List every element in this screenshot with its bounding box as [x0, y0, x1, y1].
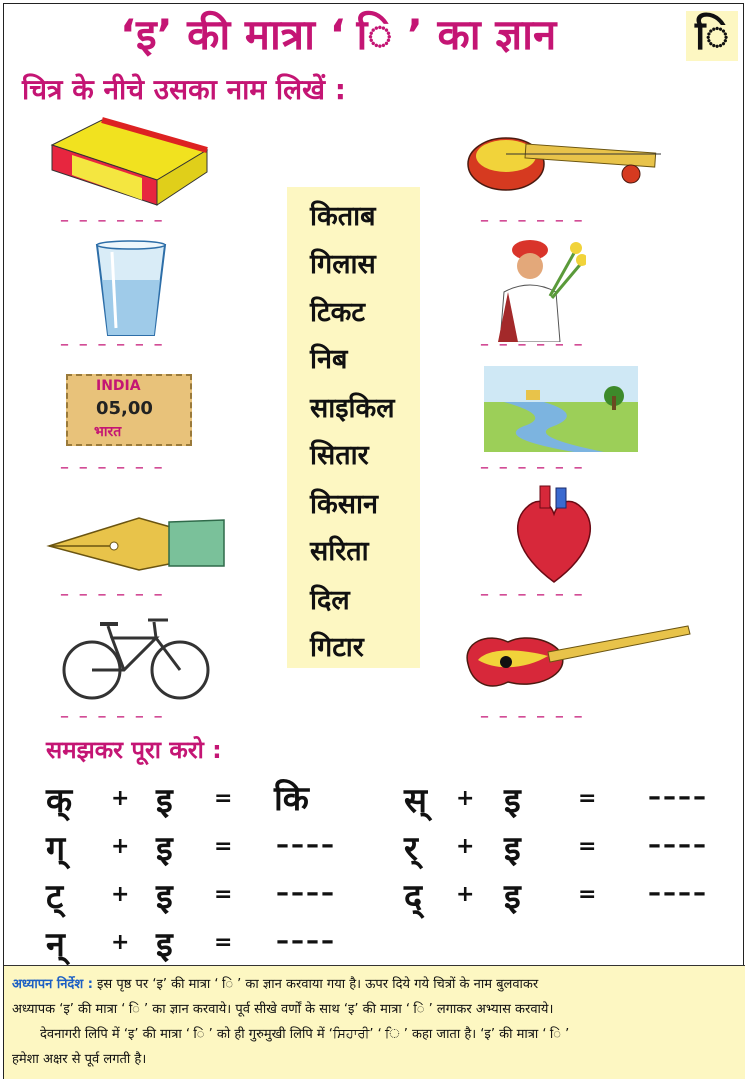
word-bank-item: सरिता	[310, 536, 369, 567]
eq-vowel: इ	[504, 781, 521, 821]
eq-answer-blank[interactable]: ––––	[648, 878, 708, 908]
ticket-value-text: 05,00	[96, 398, 153, 419]
eq-plus: +	[456, 834, 475, 859]
eq-consonant: न्	[46, 925, 65, 965]
pen-nib-icon	[44, 508, 226, 578]
eq-consonant: क्	[46, 781, 73, 821]
answer-blank-sitar[interactable]: – – – – – –	[480, 210, 585, 231]
eq-equals: =	[214, 786, 233, 811]
eq-plus: +	[456, 882, 475, 907]
answer-blank-heart[interactable]: – – – – – –	[480, 584, 585, 605]
word-bank-item: गिटार	[310, 632, 364, 663]
eq-answer-blank[interactable]: ––––	[648, 830, 708, 860]
eq-equals: =	[214, 834, 233, 859]
word-bank-item: गिलास	[310, 249, 376, 280]
answer-blank-guitar[interactable]: – – – – – –	[480, 706, 585, 727]
answer-blank-nib[interactable]: – – – – – –	[60, 584, 165, 605]
guitar-icon	[458, 612, 694, 698]
teacher-note-line: देवनागरी लिपि में ‘इ’ की मात्रा ‘ ि ’ को ही गुरुमुखी लिपि में ‘ਸਿਹਾਰੀ’ ‘ ਿ ’ कहा जाता है। ‘इ’ की मात्रा ‘ ि ’	[40, 1027, 570, 1042]
teacher-note-line: हमेशा अक्षर से पूर्व लगती है।	[12, 1052, 147, 1067]
answer-blank-glass[interactable]: – – – – – –	[60, 334, 165, 355]
eq-consonant: र्	[404, 829, 418, 869]
eq-plus: +	[111, 930, 130, 955]
eq-vowel: इ	[156, 781, 173, 821]
teacher-note-heading: अध्यापन निर्देश :	[12, 977, 93, 992]
eq-equals: =	[578, 786, 597, 811]
ticket-top-text: INDIA	[96, 378, 141, 394]
ticket-icon	[66, 374, 192, 446]
word-bank-item: साइकिल	[310, 393, 395, 424]
eq-equals: =	[578, 834, 597, 859]
answer-blank-river[interactable]: – – – – – –	[480, 457, 585, 478]
word-bank-item: निब	[310, 344, 348, 375]
eq-answer-blank[interactable]: ––––	[276, 830, 336, 860]
eq-vowel: इ	[156, 877, 173, 917]
farmer-icon	[490, 236, 586, 342]
answer-blank-book[interactable]: – – – – – –	[60, 210, 165, 231]
matra-sign-box: ि	[686, 11, 738, 61]
instruction-complete: समझकर पूरा करो :	[46, 736, 222, 764]
teacher-note-line: इस पृष्ठ पर ‘इ’ की मात्रा ‘ ि ’ का ज्ञान करवाया गया है। ऊपर दिये गये चित्रों के नाम बुलवाकर	[97, 977, 539, 992]
answer-blank-bicycle[interactable]: – – – – – –	[60, 706, 165, 727]
eq-consonant: ग्	[46, 829, 66, 869]
eq-answer-blank[interactable]: ––––	[648, 782, 708, 812]
word-bank-item: टिकट	[310, 297, 365, 328]
eq-consonant: ट्	[46, 877, 64, 917]
eq-vowel: इ	[156, 829, 173, 869]
eq-plus: +	[456, 786, 475, 811]
river-landscape-icon	[484, 366, 638, 452]
sitar-icon	[466, 124, 672, 194]
eq-vowel: इ	[504, 829, 521, 869]
instruction-write-names: चित्र के नीचे उसका नाम लिखें :	[22, 73, 346, 106]
eq-equals: =	[214, 882, 233, 907]
eq-plus: +	[111, 882, 130, 907]
word-bank-item: सितार	[310, 440, 369, 471]
eq-result: कि	[274, 779, 309, 819]
book-icon	[42, 110, 214, 210]
page-title: ‘इ’ की मात्रा ‘ ि ’ का ज्ञान	[120, 10, 557, 59]
eq-equals: =	[214, 930, 233, 955]
bicycle-icon	[58, 612, 214, 704]
eq-consonant: स्	[404, 781, 427, 821]
word-bank-item: किसान	[310, 489, 378, 520]
eq-equals: =	[578, 882, 597, 907]
teacher-note-line: अध्यापक ‘इ’ की मात्रा ‘ ि ’ का ज्ञान करवाये। पूर्व सीखे वर्णों के साथ ‘इ’ की मात्रा ‘ ि ’ लगाकर अभ्यास करवाये।	[12, 1002, 554, 1017]
heart-icon	[506, 484, 602, 586]
word-bank-item: किताब	[310, 201, 376, 232]
eq-vowel: इ	[504, 877, 521, 917]
eq-consonant: द्	[404, 877, 423, 917]
eq-plus: +	[111, 786, 130, 811]
word-bank-item: दिल	[310, 585, 350, 616]
eq-answer-blank[interactable]: ––––	[276, 878, 336, 908]
teacher-note	[4, 965, 745, 1079]
ticket-bottom-text: भारत	[94, 424, 122, 440]
answer-blank-ticket[interactable]: – – – – – –	[60, 457, 165, 478]
answer-blank-farmer[interactable]: – – – – – –	[480, 334, 585, 355]
eq-plus: +	[111, 834, 130, 859]
eq-vowel: इ	[156, 925, 173, 965]
eq-answer-blank[interactable]: ––––	[276, 926, 336, 956]
glass-icon	[92, 240, 170, 340]
